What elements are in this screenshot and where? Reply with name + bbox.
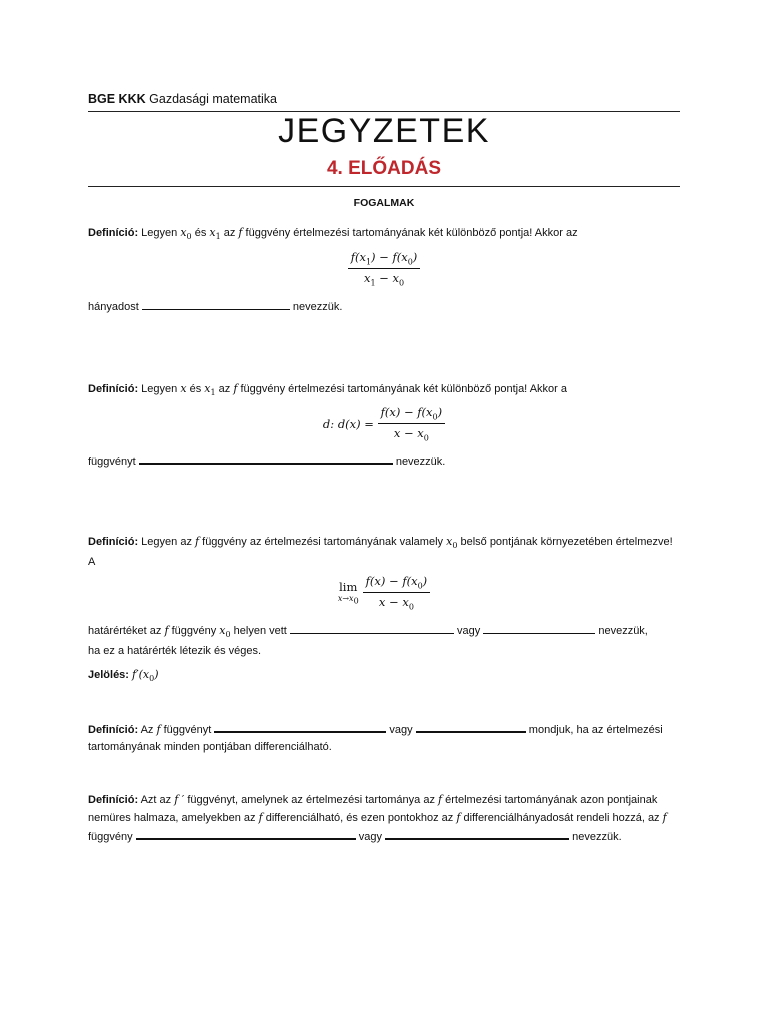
section-heading: FOGALMAK <box>353 197 415 209</box>
def5-text: függvény <box>88 831 136 843</box>
definition-5 <box>88 791 680 846</box>
definition-4 <box>88 720 680 756</box>
definition-1-fill <box>88 298 680 316</box>
definition-label: Definíció: <box>88 724 139 736</box>
definition-label: Definíció: <box>88 227 139 239</box>
math-f: f <box>233 382 238 395</box>
def3-text: határértéket az <box>88 625 165 637</box>
notation <box>88 666 680 687</box>
math-x: x <box>180 382 187 395</box>
def3-text: függvény az értelmezési tartományának valamely <box>199 536 447 548</box>
def3-text: vagy <box>453 625 484 637</box>
fill-in-blank[interactable] <box>483 622 595 634</box>
fill-in-blank[interactable] <box>136 827 356 840</box>
math-derivative-notation: $f'(x_0)$ <box>132 668 159 684</box>
math-f: f <box>438 793 443 806</box>
math-x0: $x_0$ <box>446 535 458 551</box>
definition-3 <box>88 533 680 571</box>
definition-1 <box>88 224 680 245</box>
def4-text: vagy <box>386 724 416 736</box>
def3-text: nevezzük, <box>595 625 648 637</box>
def3-text: belső pontjának környezetében értelmezve! A <box>88 536 673 569</box>
fill-in-blank[interactable] <box>214 720 386 733</box>
math-f: f <box>662 811 667 824</box>
math-f-prime: f ′ <box>174 793 185 806</box>
def3-text: helyen vett <box>230 625 290 637</box>
math-f: f <box>456 811 461 824</box>
definition-3-fill <box>88 622 680 660</box>
fill-in-blank[interactable] <box>139 452 393 465</box>
notation-label: Jelölés: <box>88 669 129 681</box>
difference-quotient-formula: $\frac{f(x_1) - f(x_0)}{x_1 - x_0}$ <box>88 250 680 288</box>
def2-text: az <box>215 383 234 395</box>
math-x0: $x_0$ <box>219 624 231 640</box>
definition-2-fill <box>88 452 680 471</box>
def1-text: Legyen <box>138 227 181 239</box>
definition-label: Definíció: <box>88 383 139 395</box>
def2-text: függvényt <box>88 456 139 468</box>
math-f: f <box>164 624 169 637</box>
def4-text: függvényt <box>160 724 215 736</box>
def1-text: és <box>191 227 210 239</box>
def1-text: az <box>220 227 239 239</box>
page-title: JEGYZETEK <box>278 112 490 150</box>
def5-text: nevezzük. <box>569 831 622 843</box>
def4-text: mondjuk, ha az értelmezési tartományának minden pontjában differenciálható. <box>88 724 663 753</box>
def2-text: függvény értelmezési tartományának két különböző pontja! Akkor a <box>237 383 567 395</box>
fill-in-blank[interactable] <box>385 827 569 840</box>
def1-text: hányadost <box>88 301 142 313</box>
def3-text: ha ez a határérték létezik és véges. <box>88 645 262 658</box>
def5-text: differenciálhányadosát rendeli hozzá, az <box>460 812 663 824</box>
def3-text: Legyen az <box>138 536 195 548</box>
definition-2 <box>88 380 680 401</box>
def4-text: Az <box>138 724 157 736</box>
course-name: Gazdasági matematika <box>149 92 277 106</box>
difference-quotient-function-formula: d: d(x) = $\frac{f(x) - f(x_0)}{x - x_0}$ <box>88 405 680 443</box>
course-header <box>88 92 277 106</box>
definition-label: Definíció: <box>88 536 139 548</box>
math-f: f <box>156 723 161 736</box>
def1-text: függvény értelmezési tartományának két különböző pontja! Akkor az <box>242 227 578 239</box>
def2-text: Legyen <box>138 383 181 395</box>
def2-text: és <box>186 383 205 395</box>
fill-in-blank[interactable] <box>142 298 290 310</box>
definition-label: Definíció: <box>88 794 139 806</box>
math-f: f <box>195 535 200 548</box>
org-label: BGE KKK <box>88 92 146 106</box>
math-x0: $x_0$ <box>180 226 192 242</box>
math-x1: $x_1$ <box>209 226 221 242</box>
fill-in-blank[interactable] <box>416 720 526 733</box>
math-f: f <box>238 226 243 239</box>
def5-text: vagy <box>355 831 386 843</box>
math-f: f <box>258 811 263 824</box>
def5-text: differenciálható, és ezen pontokhoz az <box>262 812 457 824</box>
def3-text: függvény <box>168 625 220 637</box>
lecture-subtitle: 4. ELŐADÁS <box>326 158 442 179</box>
def2-text: nevezzük. <box>392 456 446 468</box>
def5-text: értelmezési tartományának azon pontjainak nemüres halmaza, amelyekben az <box>88 794 658 824</box>
title-rule <box>88 186 680 187</box>
def5-text: függvényt, amelynek az értelmezési tartománya az <box>184 794 439 806</box>
fill-in-blank[interactable] <box>290 622 454 634</box>
def1-text: nevezzük. <box>289 301 343 313</box>
derivative-limit-formula: lim $x\to x_0$ $\frac{f(x) - f(x_0)}{x - x_0}$ <box>88 574 680 612</box>
def5-text: Azt az <box>138 794 175 806</box>
math-x1: $x_1$ <box>204 382 216 398</box>
